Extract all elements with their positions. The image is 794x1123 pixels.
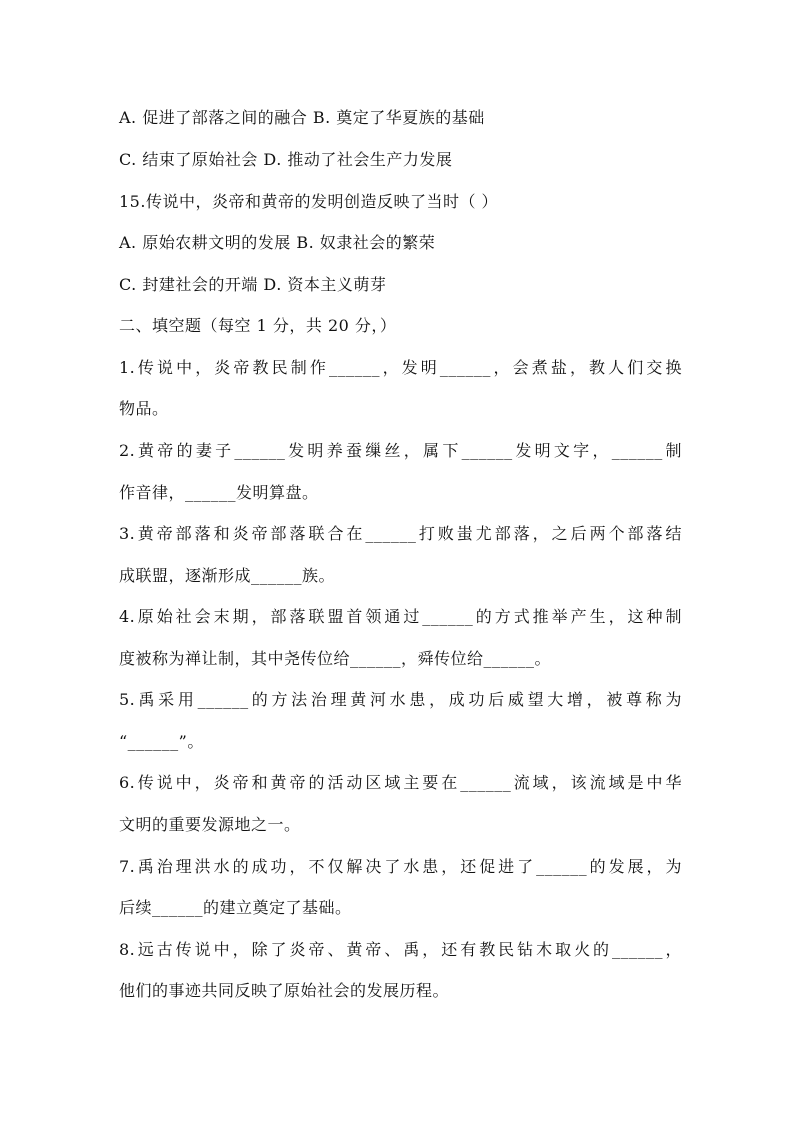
- fill-question-2-line-2: 作音律，______发明算盘。: [119, 483, 319, 502]
- fill-question-4-line-1: 4.原始社会末期，部落联盟首领通过______的方式推举产生，这种制: [119, 607, 682, 626]
- fill-question-7-line-1: 7.禹治理洪水的成功，不仅解决了水患，还促进了______的发展，为: [119, 857, 682, 876]
- fill-question-7-line-2: 后续______的建立奠定了基础。: [119, 898, 352, 917]
- fill-question-4-line-2: 度被称为禅让制，其中尧传位给______，舜传位给______。: [119, 649, 552, 668]
- choice-options-15-ab: A. 原始农耕文明的发展 B. 奴隶社会的繁荣: [119, 233, 436, 252]
- choice-options-14-cd: C. 结束了原始社会 D. 推动了社会生产力发展: [119, 150, 453, 169]
- fill-question-1-line-1: 1.传说中，炎帝教民制作______，发明______，会煮盐，教人们交换: [119, 358, 682, 377]
- fill-question-5-line-2: “______”。: [119, 732, 204, 751]
- fill-question-8-line-2: 他们的事迹共同反映了原始社会的发展历程。: [119, 981, 450, 1000]
- fill-question-2-line-1: 2.黄帝的妻子______发明养蚕缫丝，属下______发明文字，______制: [119, 441, 682, 460]
- choice-options-15-cd: C. 封建社会的开端 D. 资本主义萌芽: [119, 275, 387, 294]
- fill-question-1-line-2: 物品。: [119, 399, 169, 418]
- question-15: 15.传说中，炎帝和黄帝的发明创造反映了当时（ ）: [119, 192, 499, 211]
- fill-question-6-line-1: 6.传说中，炎帝和黄帝的活动区域主要在______流域，该流域是中华: [119, 773, 682, 792]
- fill-question-3-line-1: 3.黄帝部落和炎帝部落联合在______打败蚩尤部落，之后两个部落结: [119, 524, 682, 543]
- fill-question-6-line-2: 文明的重要发源地之一。: [119, 815, 301, 834]
- fill-question-8-line-1: 8.远古传说中，除了炎帝、黄帝、禹，还有教民钻木取火的______，: [119, 940, 682, 959]
- fill-question-5-line-1: 5.禹采用______的方法治理黄河水患，成功后威望大增，被尊称为: [119, 690, 682, 709]
- fill-question-3-line-2: 成联盟，逐渐形成______族。: [119, 566, 336, 585]
- choice-options-14-ab: A. 促进了部落之间的融合 B. 奠定了华夏族的基础: [119, 108, 485, 127]
- section-heading-fill-blank: 二、填空题（每空 1 分，共 20 分，）: [119, 316, 397, 335]
